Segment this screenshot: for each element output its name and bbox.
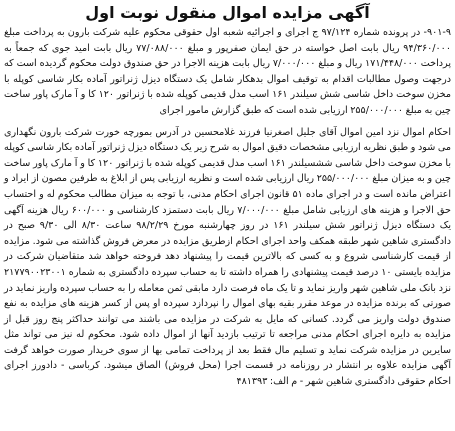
notice-title: آگهی مزایده اموال منقول نوبت اول: [85, 3, 370, 22]
notice-paragraph-1: ۹۰۱-۹- در پرونده شماره ۹۷/۱۲۴ ج اجرای و اجرائیه شعبه اول حقوقی محکوم علیه شرکت بارون به پرداخت مبلغ ۹۴/۳۶۰/۰۰۰ ریال بابت اصل خواسته در حق ایمان صفرپور و مبلغ ۷۷/۰۸۸/۰۰۰ ریال بابت امید جوی که جمعاً به پرداخت ۱۷۱/۴۴۸/۰۰۰ ریال و مبلغ ۷/۰۰۰/۰۰۰ ریال بابت هزینه الاجرا در حق صندوق دولت محکوم گردیده است که درجهت وصول مطالبات اقدام به توقیف اموال بدهکار شامل یک دستگاه دیزل ژنراتور آماده بکار شاسی کوپله با مخزن سوخت داخل شاسی شش سیلندر ۱۶۱ اسب مدل قدیمی کوپله شده با ژنراتور ۱۲۰ کا و آ مارک پاور ساخت چین به مبلغ ۲۵۵/۰۰۰/۰۰۰ ارزیابی شده است که طبق گزارش مامور اجرای: [4, 27, 452, 116]
notice-paragraph-2: احکام اموال نزد امین اموال آقای جلیل اصغرنیا فرزند غلامحسین در آدرس بمورچه خورت شرکت بارون نگهداری می شود و طبق نظریه ارزیابی مشخصات دقیق اموال به شرح زیر یک دستگاه دیزل ژنراتور آماده بکار شاسی کوپله با مخزن سوخت داخل شاسی ششسیلندر ۱۶۱ اسب مدل قدیمی کوپله شده با ژنراتور ۱۲۰ کا و آ مارک پاور ساخت چین و به میزان مبلغ ۲۵۵/۰۰۰/۰۰۰ ریال ارزیابی شده است و نظریه ارزیابی پس از ابلاغ به طرفین مصون از ایراد و اعتراض مانده است و در اجرای ماده ۵۱ قانون اجرای احکام مدنی، با توجه به میزان مطالب محکوم له و احتساب حق الاجرا و هزینه های ارزیابی شامل مبلغ ۷/۰۰۰/۰۰۰ ریال بابت دستمزد کارشناسی و ۶۰۰/۰۰۰ ریال هزینه آگهی یک دستگاه دیزل ژنراتور شش سیلندر ۱۶۱ در روز چهارشنبه مورخ ۹۸/۲/۲۹ ساعت ۸/۳۰ الی ۹/۳۰ صبح در دادگستری شاهین شهر طبقه همکف واحد اجرای احکام ازطریق مزایده در معرض فروش گذاشته می شود. مزایده از قیمت کارشناسی شروع و به کسی که بالاترین قیمت را پیشنهاد دهد فروخته خواهد شد متقاضیان شرکت در مزایده بایستی ۱۰ درصد قیمت پیشنهادی را همراه داشته تا به حساب سپرده دادگستری به شماره ۲۱۷۷۹۰۰۲۳۰۰۱ نزد بانک ملی شاهین شهر واریز نماید و تا یک ماه فرصت دارد مابقی ثمن معامله را به حساب سپرده واریز نماید در صورتی که برنده مزایده در موعد مقرر بقیه بهای اموال را نپردازد سپرده او پس از کسر هزینه های مزایده به نفع صندوق دولت واریز می گردد. کسانی که مایل به شرکت در مزایده می باشند می توانند حداکثر پنج روز قبل از مزایده به دایره اجرای احکام مدنی مراجعه تا ترتیب بازدید آنها از اموال داده شود. محکوم له نیز می تواند مثل سایرین در مزایده شرکت نماید و تسلیم مال فقط بعد از پرداخت تمامی بها از سوی خریدار صورت خواهد گرفت آگهی مزایده علاوه بر انتشار در روزنامه در قسمت اجرا (محل فروش) الصاق میشود. کرباسی - دادورز اجرای احکام حقوقی دادگستری شاهین شهر - م الف: ۴۸۱۳۹۳: [4, 126, 452, 388]
